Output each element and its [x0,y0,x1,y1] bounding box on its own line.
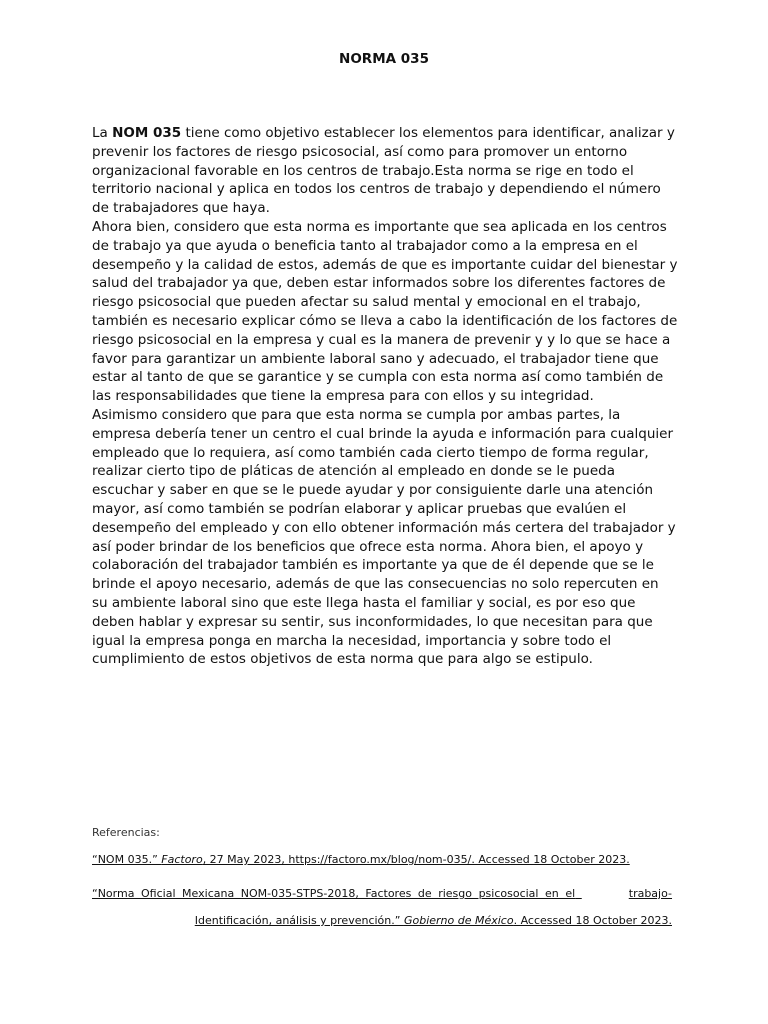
document-title: NORMA 035 [339,51,429,67]
paragraph-3: Asimismo considero que para que esta norma se cumpla por ambas partes, la empresa debería tener un centro el cual brinde la ayuda e información para cualquier empleado que lo requiera, así como también cada cierto tiempo de forma regular, realizar cierto tipo de pláticas de atención al empleado en donde se le pueda escuchar y saber en que se le puede ayudar y por consiguiente darle una atención mayor, así como también se podrían elaborar y aplicar pruebas que evalúen el desempeño del empleado y con ello obtener información más certera del trabajador y así poder brindar de los beneficios que ofrece esta norma. Ahora bien, el apoyo y colaboración del trabajador también es importante ya que de él depende que se le brinde el apoyo necesario, además de que las consecuencias no solo repercuten en su ambiente laboral sino que este llega hasta el familiar y social, es por eso que deben hablar y expresar su sentir, sus inconformidades, lo que necesitan para que igual la empresa ponga en marcha la necesidad, importancia y sobre todo el cumplimiento de estos objetivos de esta norma que para algo se estipulo. [92,406,676,668]
reference-2 [92,880,672,934]
document-body [92,124,678,669]
reference-1-source: Factoro [161,853,203,866]
reference-2-part-c: . Accessed 18 October 2023. [513,914,672,927]
intro-prefix: La [92,125,113,141]
reference-1 [92,853,672,866]
reference-2-source: Gobierno de México [403,914,514,927]
reference-2-part-a: “Norma Oficial Mexicana NOM-035-STPS-2018, Factores de riesgo psicosocial en el [92,887,576,900]
references-heading: Referencias: [92,826,160,839]
reference-1-part-a: “NOM 035.” [92,853,162,866]
reference-1-part-b: , 27 May 2023, https://factoro.mx/blog/nom-035/. Accessed 18 October 2023. [202,853,630,866]
reference-2-part-b: trabajo-Identificación, análisis y prevención.” [194,887,673,927]
intro-rest: tiene como objetivo establecer los elementos para identificar, analizar y prevenir los factores de riesgo psicosocial, así como para promover un entorno organizacional favorable en los centros de trabajo.Esta norma se rige en todo el territorio nacional y aplica en todos los centros de trabajo y dependiendo el número de trabajadores que haya. [92,125,675,217]
intro-bold-term: NOM 035 [112,125,182,141]
paragraph-2: Ahora bien, considero que esta norma es importante que sea aplicada en los centros de trabajo ya que ayuda o beneficia tanto al trabajador como a la empresa en el desempeño y la calidad de estos, además de que es importante cuidar del bienestar y salud del trabajador ya que, deben estar informados sobre los diferentes factores de riesgo psicosocial que pueden afectar su salud mental y emocional en el trabajo, también es necesario explicar cómo se lleva a cabo la identificación de los factores de riesgo psicosocial en la empresa y cual es la manera de prevenir y y lo que se hace a favor para garantizar un ambiente laboral sano y adecuado, el trabajador tiene que estar al tanto de que se garantice y se cumpla con esta norma así como también de las responsabilidades que tiene la empresa para con ellos y su integridad. [92,218,678,405]
